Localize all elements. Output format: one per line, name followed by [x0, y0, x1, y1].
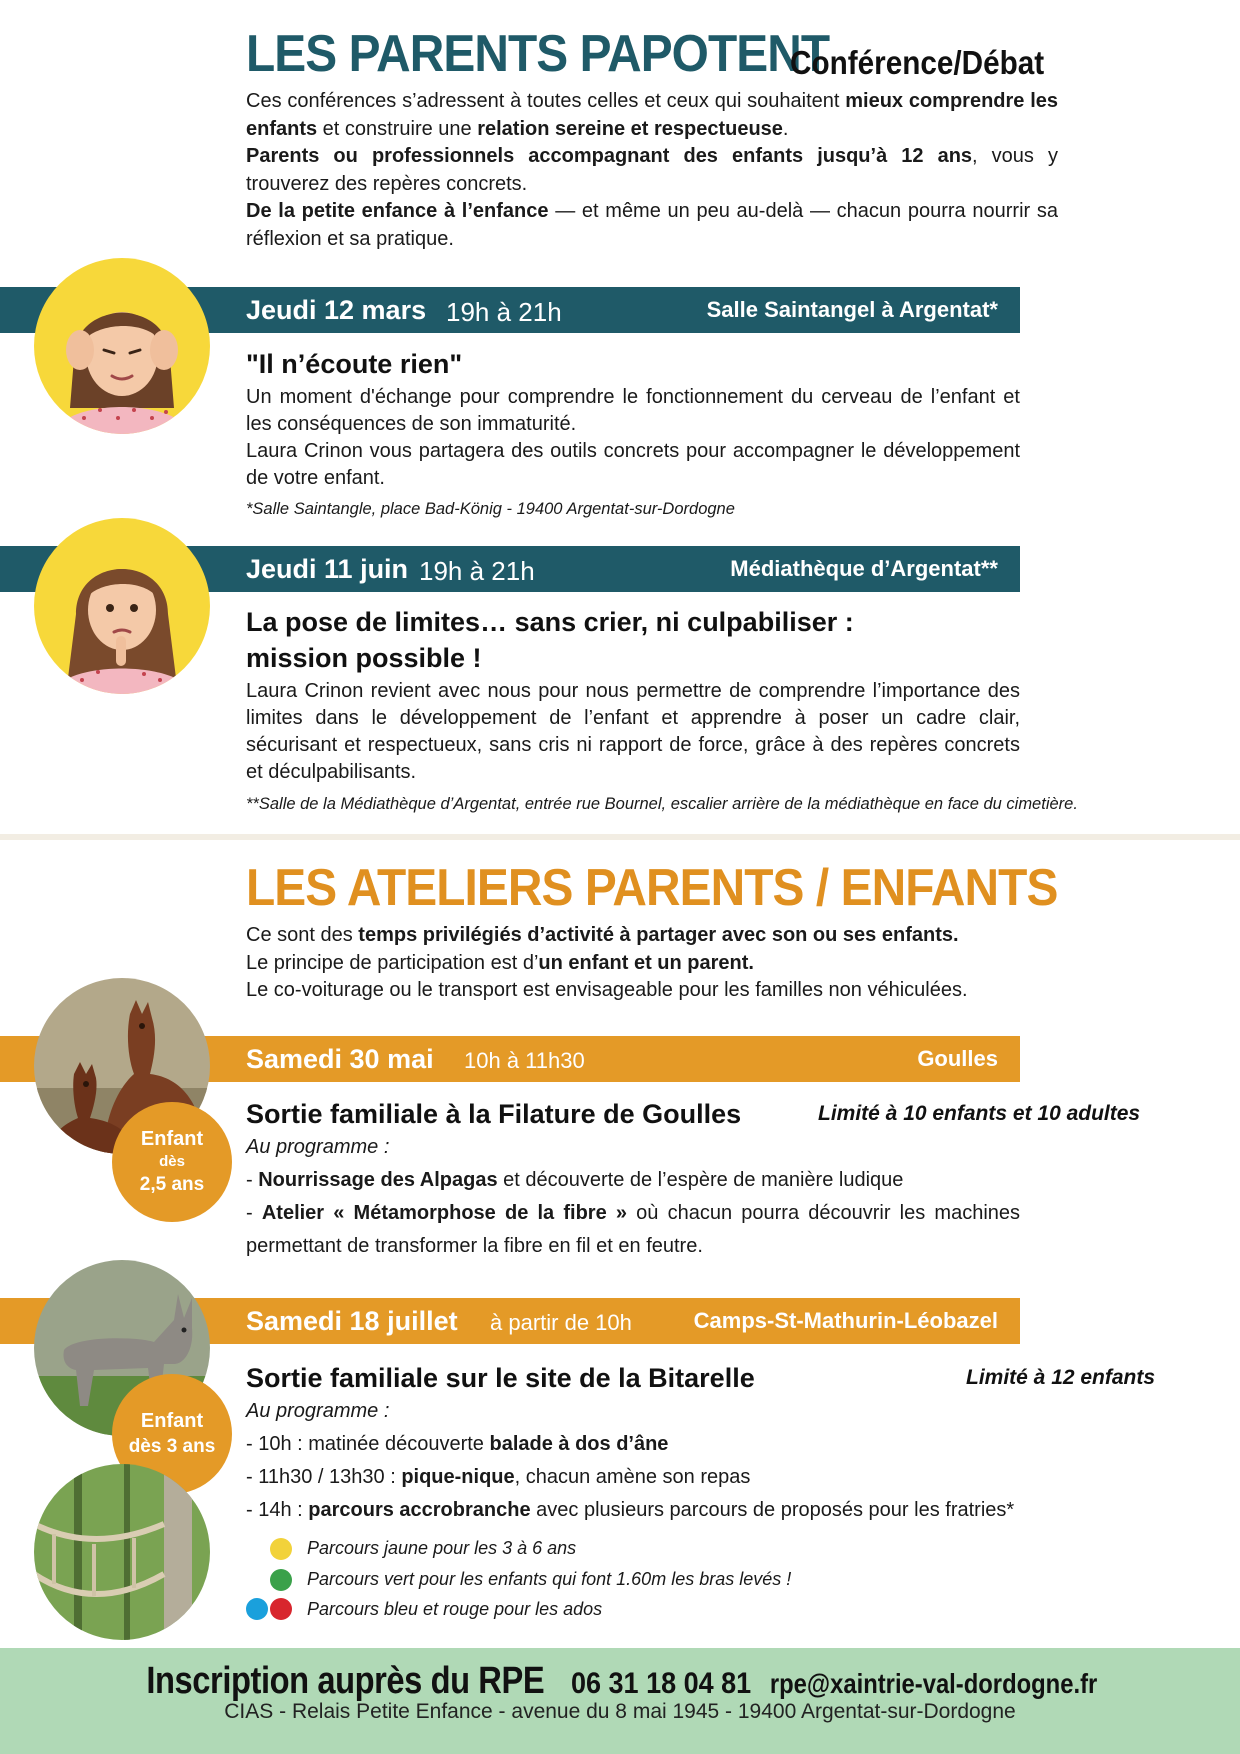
- badge-line: dès 3 ans: [128, 1436, 216, 1457]
- event-place: Salle Saintangel à Argentat*: [706, 297, 998, 322]
- footer-contact: [0, 1660, 1240, 1703]
- event-time: 19h à 21h: [446, 297, 562, 327]
- program-label: Au programme :: [246, 1400, 390, 1422]
- photo-child-thinking: [34, 518, 210, 694]
- intro-paragraph: De la petite enfance à l’enfance — et même un peu au-delà — chacun pourra nourrir sa réflexion et sa pratique.: [246, 200, 1058, 250]
- program-item: - 14h : parcours accrobranche avec plusieurs parcours de proposés pour les fratries*: [246, 1499, 1015, 1521]
- program-item: - Nourrissage des Alpagas et découverte de l’espère de manière ludique: [246, 1169, 904, 1191]
- section1-intro: [246, 88, 1058, 253]
- event-title: La pose de limites… sans crier, ni culpabiliser :: [246, 607, 854, 637]
- event-description: Laura Crinon revient avec nous pour nous permettre de comprendre l’importance des limites dans le développement de l’enfant et apprendre à poser un cadre clair, sécurisant et respectueux, sans cris ni rapport de force, grâce à des repères concrets et déculpabilisants.: [246, 680, 1020, 783]
- event-day: Samedi 30 mai: [246, 1044, 434, 1074]
- photo-child-covering-ears: [34, 258, 210, 434]
- event-limit: Limité à 12 enfants: [966, 1366, 1156, 1389]
- event-place: Camps-St-Mathurin-Léobazel: [693, 1308, 998, 1333]
- badge-line: 2,5 ans: [139, 1174, 205, 1195]
- event-place: Goulles: [917, 1046, 998, 1071]
- age-badge: [112, 1102, 232, 1222]
- event-footnote: **Salle de la Médiathèque d’Argentat, entrée rue Bournel, escalier arrière de la médiathèque en face du cimetière.: [246, 795, 1078, 813]
- event-text: Laura Crinon vous partagera des outils concrets pour accompagner le développement de votre enfant.: [246, 440, 1020, 489]
- event-text: Un moment d'échange pour comprendre le fonctionnement du cerveau de l’enfant et les conséquences de son immaturité.: [246, 386, 1020, 435]
- event-time: 19h à 21h: [419, 556, 535, 586]
- intro-paragraph: Ces conférences s’adressent à toutes celles et ceux qui souhaitent mieux comprendre les enfants et construire une relation sereine et respectueuse.: [246, 90, 1058, 140]
- legend-dot-yellow: [270, 1538, 292, 1560]
- event-title: "Il n’écoute rien": [246, 349, 463, 379]
- photo-rope-course: [34, 1464, 210, 1640]
- legend-text: Parcours vert pour les enfants qui font 1.60m les bras levés !: [307, 1569, 792, 1589]
- event-title: Sortie familiale à la Filature de Goulles: [246, 1099, 742, 1129]
- event-title: Sortie familiale sur le site de la Bitarelle: [246, 1363, 755, 1393]
- badge-line: Enfant: [140, 1410, 204, 1432]
- badge-line: dès: [159, 1153, 185, 1170]
- section2-title: LES ATELIERS PARENTS / ENFANTS: [246, 859, 1058, 917]
- event-time: 10h à 11h30: [464, 1048, 585, 1073]
- event-day: Jeudi 12 mars: [246, 295, 427, 325]
- section-divider: [0, 834, 1240, 840]
- registration-label: Inscription auprès du RPE: [145, 1660, 544, 1702]
- event-place: Médiathèque d’Argentat**: [730, 556, 998, 581]
- section2-intro: [246, 922, 1106, 1005]
- event-time: à partir de 10h: [490, 1310, 632, 1335]
- event-description: [246, 384, 1020, 492]
- legend-text: Parcours bleu et rouge pour les ados: [307, 1599, 603, 1619]
- intro-paragraph: Le co-voiturage ou le transport est envisageable pour les familles non véhiculées.: [246, 979, 968, 1001]
- event-day: Jeudi 11 juin: [246, 554, 409, 584]
- event-day: Samedi 18 juillet: [246, 1306, 458, 1336]
- legend-dot-green: [270, 1569, 292, 1591]
- program-item: - 11h30 / 13h30 : pique-nique, chacun amène son repas: [246, 1466, 751, 1488]
- legend-text: Parcours jaune pour les 3 à 6 ans: [307, 1538, 577, 1558]
- section1-subtitle: Conférence/Débat: [790, 44, 1045, 81]
- event-title: mission possible !: [246, 643, 482, 673]
- intro-paragraph: Ce sont des temps privilégiés d’activité à partager avec son ou ses enfants.: [246, 924, 959, 946]
- program-item: - 10h : matinée découverte balade à dos d’âne: [246, 1433, 669, 1455]
- legend-dot-red: [270, 1598, 292, 1620]
- intro-paragraph: Le principe de participation est d’un enfant et un parent.: [246, 951, 754, 974]
- event-footnote: *Salle Saintangle, place Bad-König - 19400 Argentat-sur-Dordogne: [246, 500, 735, 518]
- badge-line: Enfant: [140, 1128, 204, 1150]
- phone-number[interactable]: 06 31 18 04 81: [570, 1667, 751, 1700]
- section1-title: LES PARENTS PAPOTENT: [246, 25, 830, 83]
- legend-dot-blue: [246, 1598, 268, 1620]
- email-link[interactable]: rpe@xaintrie-val-dordogne.fr: [770, 1668, 1098, 1699]
- footer-address: CIAS - Relais Petite Enfance - avenue du 8 mai 1945 - 19400 Argentat-sur-Dordogne: [224, 1700, 1016, 1723]
- program-item: - Atelier « Métamorphose de la fibre » où chacun pourra découvrir les machines permettant de transformer la fibre en fil et en feutre.: [246, 1202, 1021, 1257]
- program-label: Au programme :: [246, 1136, 390, 1158]
- intro-paragraph: Parents ou professionnels accompagnant des enfants jusqu’à 12 ans, vous y trouverez des repères concrets.: [246, 145, 1058, 195]
- event-limit: Limité à 10 enfants et 10 adultes: [818, 1102, 1141, 1125]
